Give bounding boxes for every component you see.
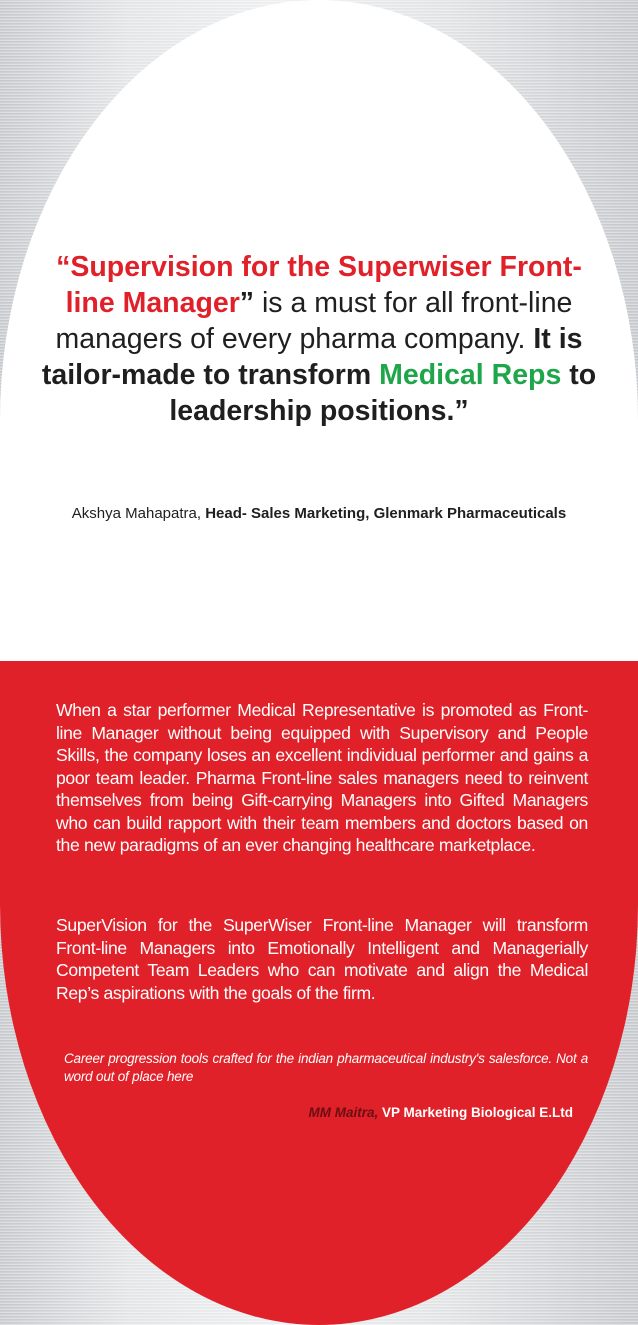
testimonial-text: Career progression tools crafted for the indian pharmaceutical industry's salesforce. Not a word out of place here <box>64 1051 588 1084</box>
quote-program-title: Supervision for the Superwiser Front-line Manager <box>65 251 582 319</box>
testimonial-title: VP Marketing Biological E.Ltd <box>378 1105 573 1120</box>
quote-bold-text-1: It is tailor-made to transform <box>41 323 583 391</box>
quote-attribution <box>0 505 638 522</box>
pull-quote <box>40 249 598 429</box>
quote-close-mark-title: ” <box>239 287 255 319</box>
attribution-name: Akshya Mahapatra, <box>71 505 206 522</box>
testimonial-signature <box>64 1105 573 1120</box>
quote-close-mark: ” <box>454 395 469 427</box>
body-paragraph-1: When a star performer Medical Representative is promoted as Front-line Manager without being equipped with Supervisory and People Skills, the company loses an excellent individual performer and gains a poor team leader. Pharma Front-line sales managers need to reinvent themselves from being Gift-carrying Managers into Gifted Managers who can build rapport with their team members and doctors based on the new paradigms of an ever changing healthcare marketplace. <box>56 700 588 855</box>
quote-open-mark: “ <box>56 251 71 283</box>
quote-text: is a must for all front-line managers of every pharma company. <box>55 287 573 355</box>
testimonial-name: MM Maitra, <box>308 1105 379 1120</box>
attribution-title: Head- Sales Marketing, Glenmark Pharmaceuticals <box>205 505 567 522</box>
quote-bold-text-2: to leadership positions. <box>169 359 597 427</box>
quote-medical-reps: Medical Reps <box>379 359 562 391</box>
body-paragraph-2: SuperVision for the SuperWiser Front-line Manager will transform Front-line Managers into Emotionally Intelligent and Managerially Competent Team Leaders who can motivate and align the Medical Rep’s aspirations with the goals of the firm. <box>56 915 588 1003</box>
